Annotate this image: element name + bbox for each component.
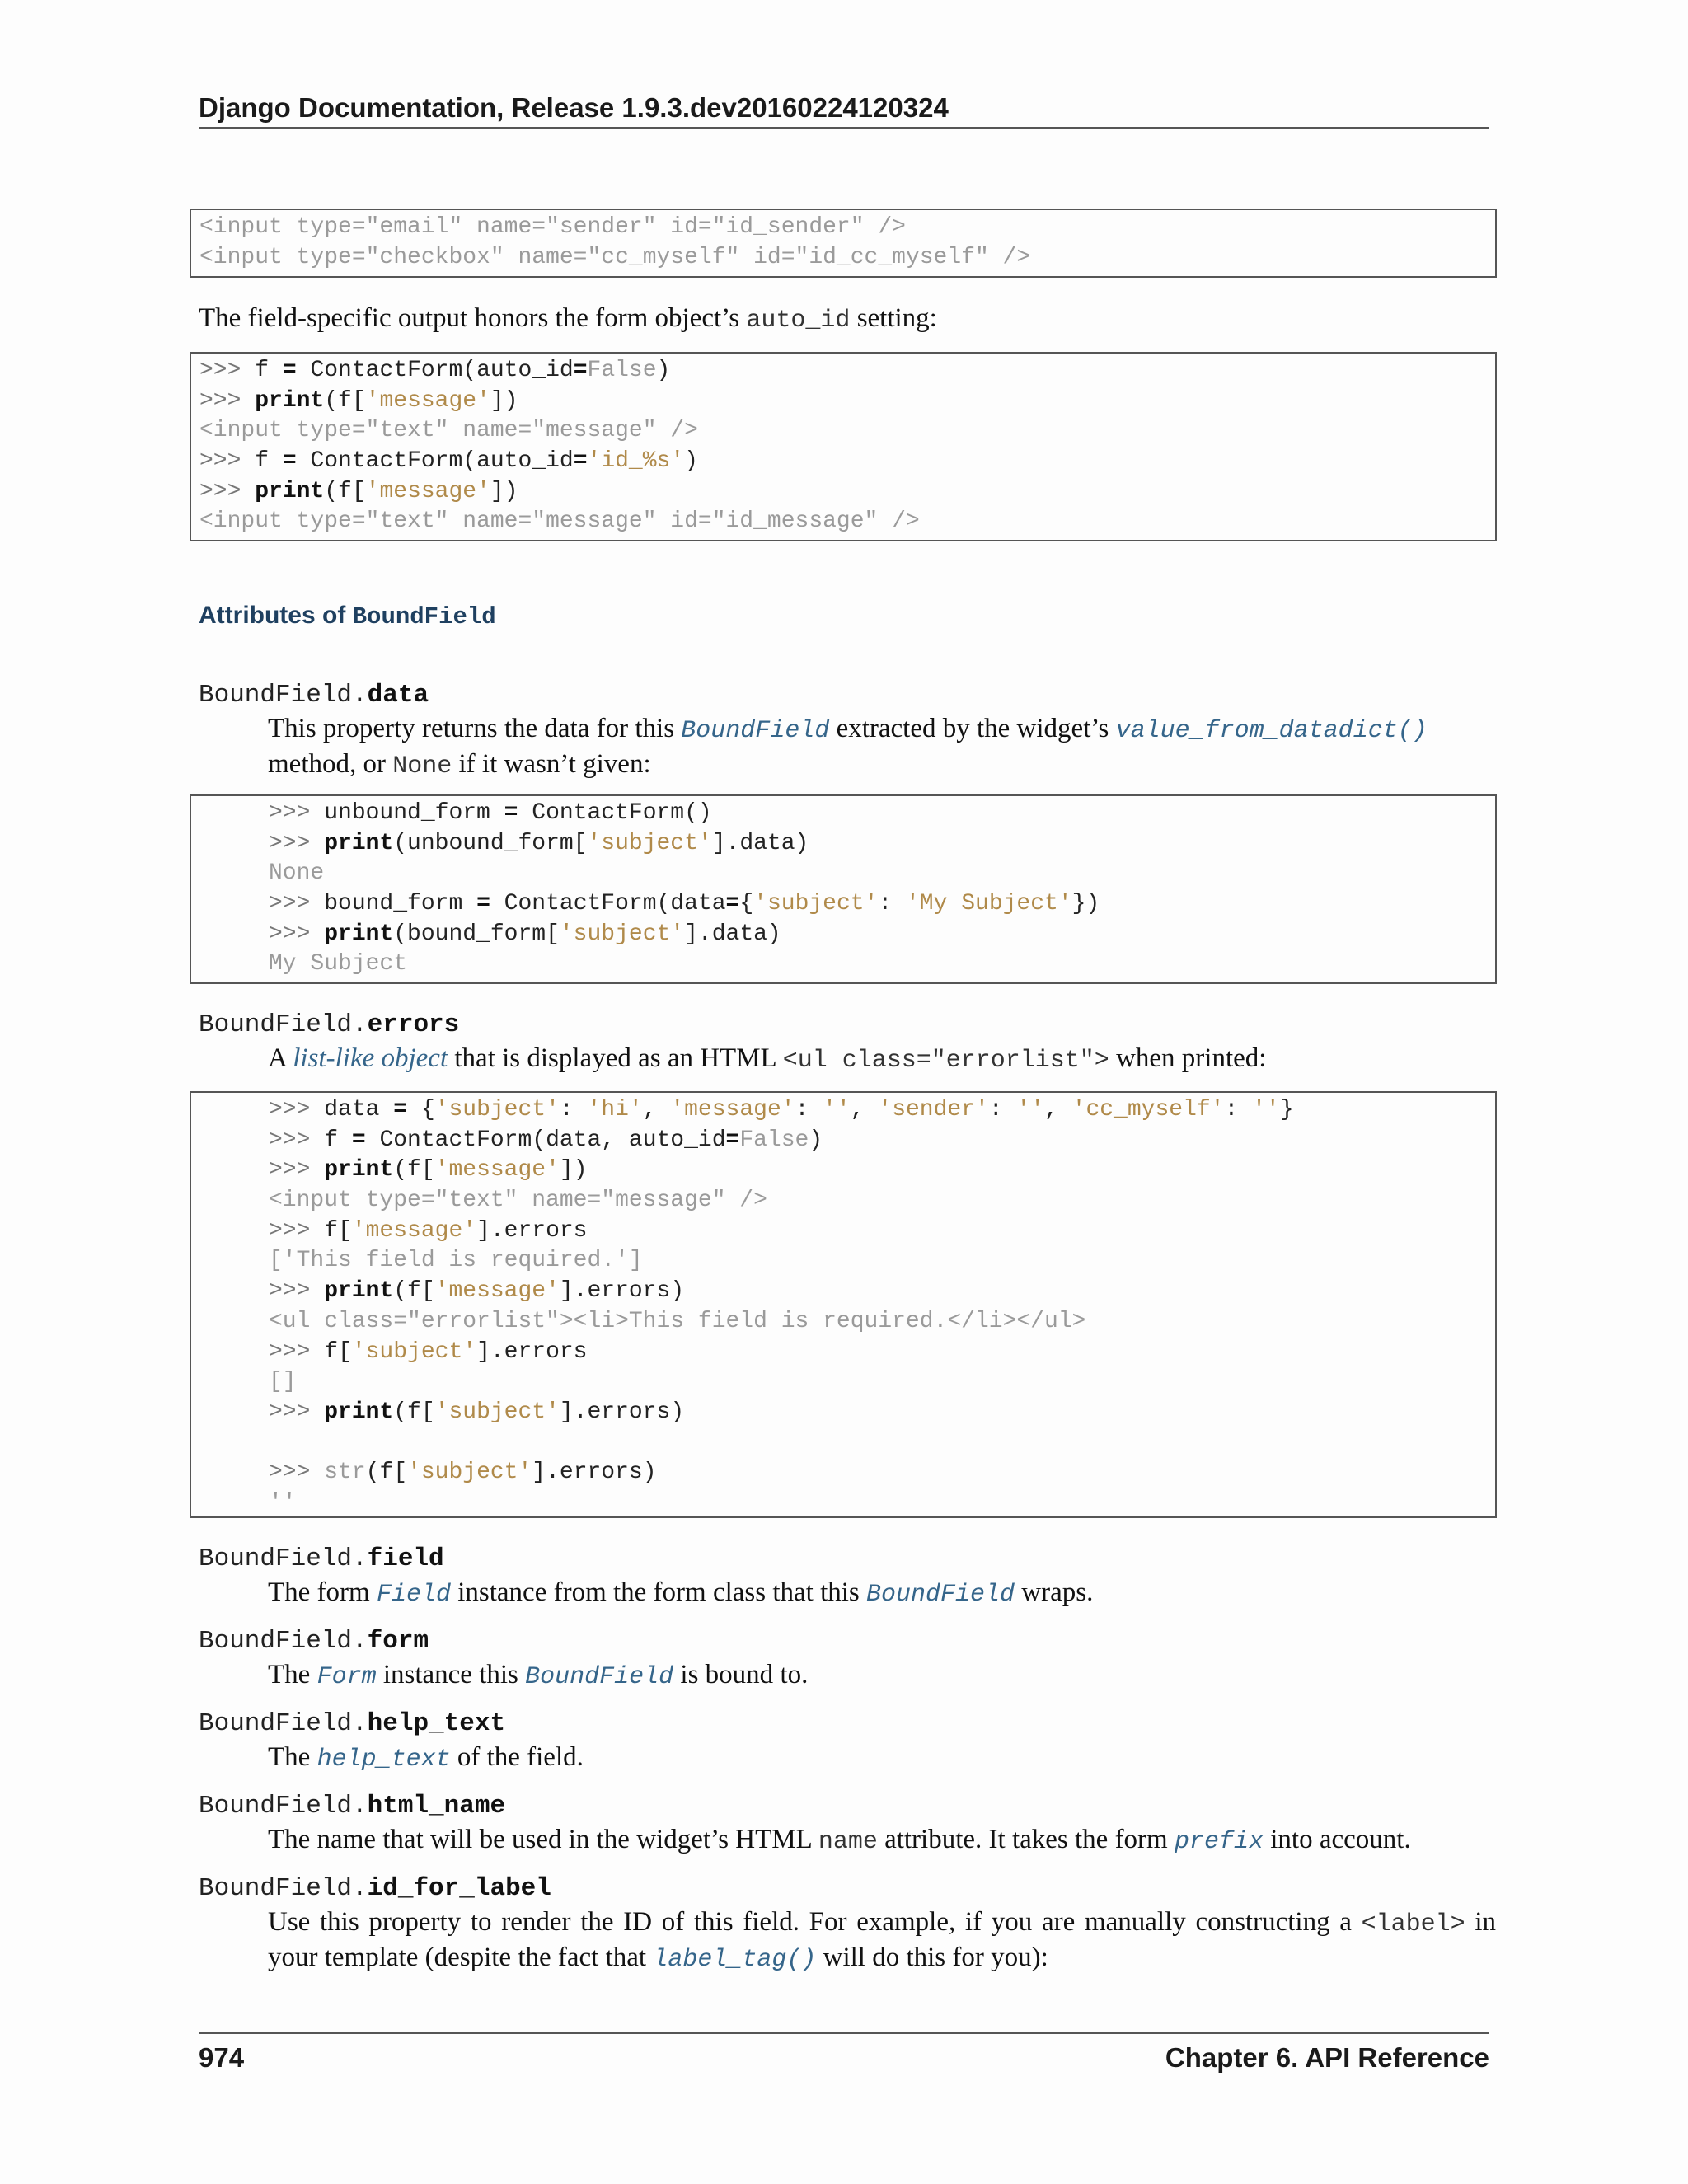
code-block <box>190 209 1497 278</box>
code-line: <input type="text" name="message" /> <box>199 418 698 444</box>
attribute-description: The Form instance this BoundField is bound to. <box>268 1660 809 1691</box>
chapter-title: Chapter 6. API Reference <box>1165 2042 1489 2073</box>
attribute-signature-html-name: BoundField.html_name <box>199 1792 506 1821</box>
code-line: >>> print(f['message']) <box>199 387 518 414</box>
code-line: >>> print(f['message'].errors) <box>269 1278 685 1305</box>
paragraph: The field-specific output honors the form object’s auto_id setting: <box>199 303 937 335</box>
page-footer <box>199 2032 1489 2074</box>
page-header-title: Django Documentation, Release 1.9.3.dev20160224120324 <box>199 92 949 123</box>
code-line: >>> f = ContactForm(auto_id=False) <box>199 358 671 383</box>
cross-reference-link[interactable]: Field <box>376 1581 451 1609</box>
attribute-signature-data: BoundField.data <box>199 681 429 710</box>
attribute-signature-help-text: BoundField.help_text <box>199 1709 506 1738</box>
section-title: Attributes of BoundField <box>199 602 496 630</box>
code-line: >>> bound_form = ContactForm(data={'subject': 'My Subject'}) <box>269 891 1100 917</box>
cross-reference-link[interactable]: value_from_datadict() <box>1115 717 1428 745</box>
code-line: <input type="email" name="sender" id="id_sender" /> <box>199 214 906 240</box>
attribute-description: A list-like object that is displayed as an HTML <ul class="errorlist"> when printed: <box>268 1043 1267 1075</box>
code-line: >>> f['message'].errors <box>269 1217 588 1244</box>
code-line: >>> f = ContactForm(data, auto_id=False) <box>269 1127 823 1153</box>
code-block <box>190 352 1497 541</box>
code-line: >>> unbound_form = ContactForm() <box>269 800 712 826</box>
cross-reference-link[interactable]: BoundField <box>866 1581 1015 1609</box>
code-line: >>> print(f['subject'].errors) <box>269 1399 685 1425</box>
code-line: >>> f = ContactForm(auto_id='id_%s') <box>199 448 698 475</box>
page-number: 974 <box>199 2042 245 2073</box>
code-line: <input type="text" name="message" id="id_message" /> <box>199 509 920 535</box>
attribute-signature-errors: BoundField.errors <box>199 1010 460 1039</box>
code-block <box>190 1091 1497 1518</box>
code-line: My Subject <box>269 951 408 977</box>
code-line: [] <box>269 1369 297 1395</box>
cross-reference-link[interactable]: label_tag() <box>653 1946 817 1974</box>
code-line: None <box>269 860 325 887</box>
code-line: >>> print(f['message']) <box>269 1157 588 1183</box>
code-line-blank <box>269 1428 1487 1459</box>
attribute-signature-id-for-label: BoundField.id_for_label <box>199 1874 551 1903</box>
code-line: >>> f['subject'].errors <box>269 1338 588 1365</box>
code-line: >>> print(unbound_form['subject'].data) <box>269 830 809 856</box>
cross-reference-link[interactable]: BoundField <box>681 717 830 745</box>
attribute-description: The help_text of the field. <box>268 1742 584 1774</box>
attribute-description: The form Field instance from the form class that this BoundField wraps. <box>268 1577 1094 1609</box>
attribute-signature-form: BoundField.form <box>199 1627 429 1656</box>
code-line: >>> data = {'subject': 'hi', 'message': '', 'sender': '', 'cc_myself': ''} <box>269 1097 1294 1122</box>
attribute-description: This property returns the data for this BoundField extracted by the widget’s value_from_datadict() method, or None if it wasn’t given: <box>268 714 1428 780</box>
page-header <box>199 92 1489 129</box>
code-line: <input type="text" name="message" /> <box>269 1188 767 1214</box>
cross-reference-link[interactable]: BoundField <box>525 1663 674 1691</box>
code-line: >>> str(f['subject'].errors) <box>269 1460 657 1486</box>
attribute-description: The name that will be used in the widget’s HTML name attribute. It takes the form prefix into account. <box>268 1825 1411 1856</box>
code-line: '' <box>269 1489 297 1516</box>
inline-code: auto_id <box>746 307 851 335</box>
attribute-description: Use this property to render the ID of this field. For example, if you are manually constructing a <label> in your template (despite the fact that label_tag() will do this for you): <box>268 1907 1497 1974</box>
attribute-signature-field: BoundField.field <box>199 1544 444 1573</box>
code-line: >>> print(bound_form['subject'].data) <box>269 921 781 947</box>
list-like-object-link[interactable]: list-like object <box>293 1043 448 1073</box>
code-line: <input type="checkbox" name="cc_myself" id="id_cc_myself" /> <box>199 244 1031 270</box>
code-block <box>190 794 1497 984</box>
code-line: <ul class="errorlist"><li>This field is required.</li></ul> <box>269 1308 1086 1334</box>
cross-reference-link[interactable]: Form <box>316 1663 377 1691</box>
cross-reference-link[interactable]: help_text <box>316 1746 451 1774</box>
code-line: >>> print(f['message']) <box>199 478 518 504</box>
code-line: ['This field is required.'] <box>269 1248 643 1274</box>
cross-reference-link[interactable]: prefix <box>1174 1828 1264 1856</box>
